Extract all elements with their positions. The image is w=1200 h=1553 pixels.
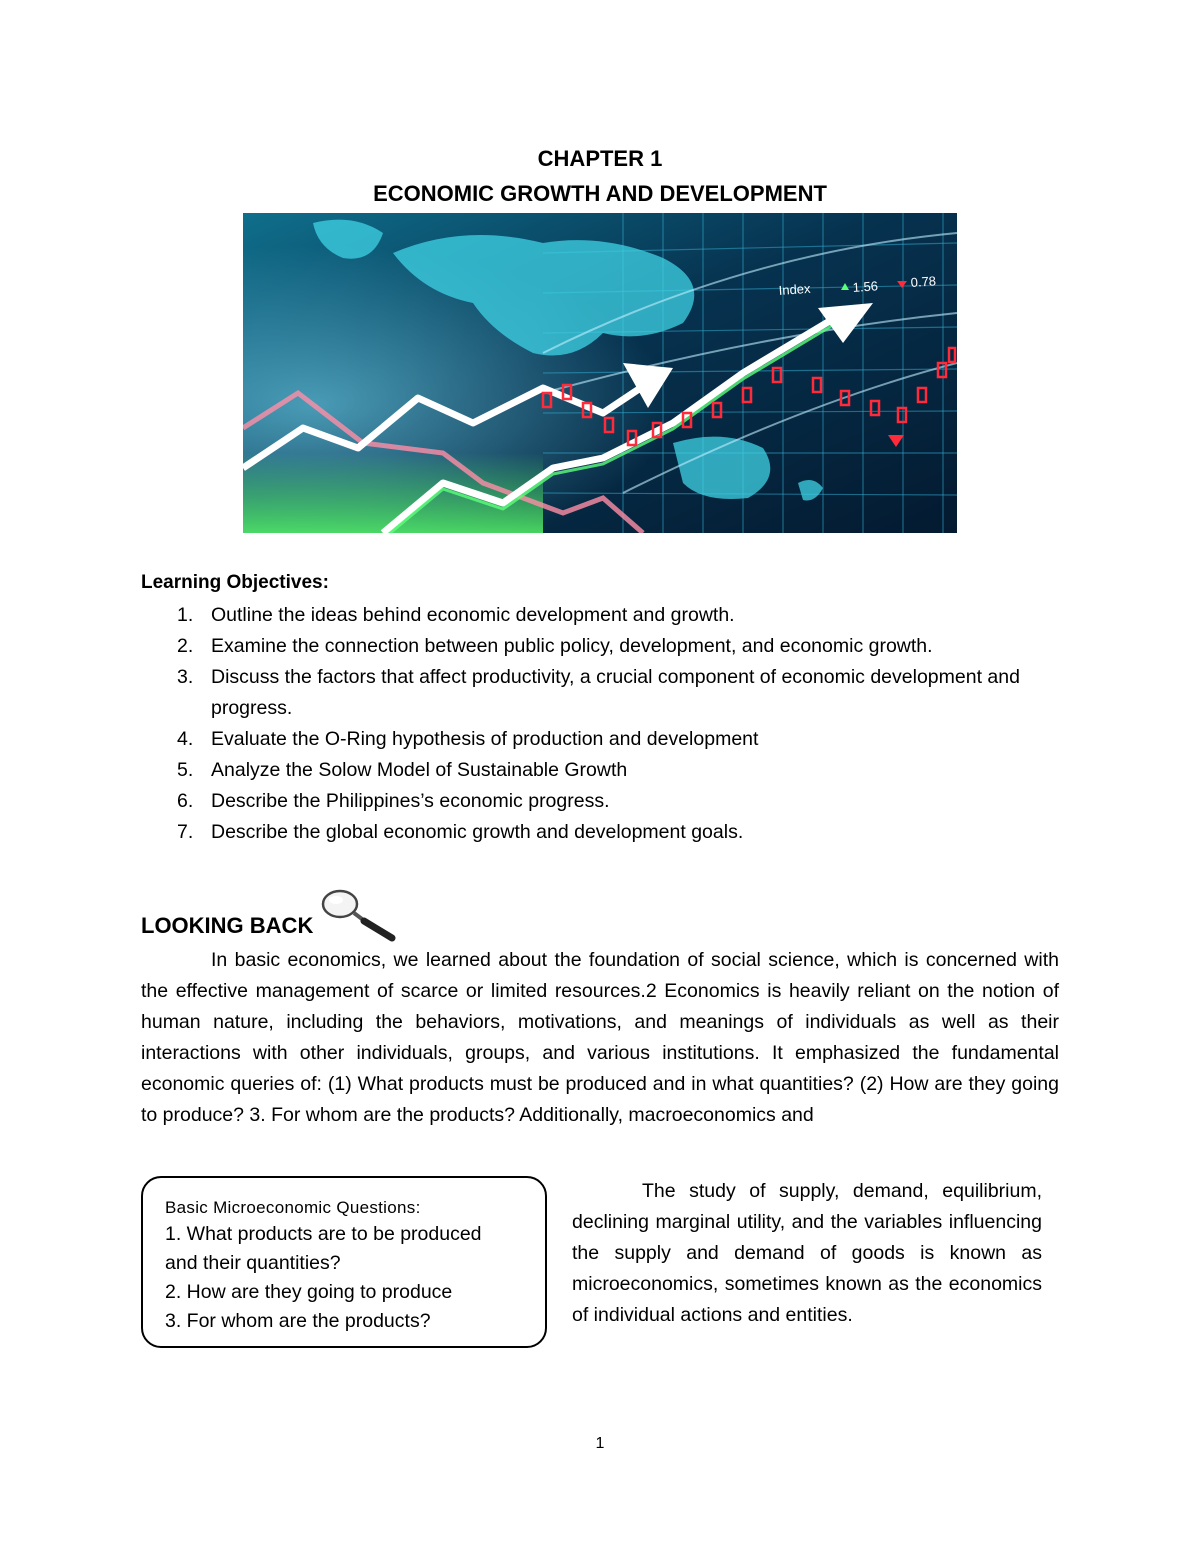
hero-index-down: 0.78 <box>910 273 937 290</box>
magnifying-glass-icon <box>314 886 396 942</box>
hero-index-label: Index <box>778 280 811 298</box>
box-line: 1. What products are to be produced <box>165 1223 482 1245</box>
objectives-list <box>141 600 1021 848</box>
chapter-title: ECONOMIC GROWTH AND DEVELOPMENT <box>373 181 827 206</box>
microeconomic-questions-box <box>141 1176 547 1348</box>
objective-item: 3. Discuss the factors that affect productivity, a crucial component of economic development and progress. <box>177 666 1020 719</box>
objective-item: 5. Analyze the Solow Model of Sustainable Growth <box>177 759 628 781</box>
objective-item: 6. Describe the Philippines’s economic progress. <box>177 790 610 812</box>
hero-index-up: 1.56 <box>852 278 879 295</box>
objective-item: 2. Examine the connection between public policy, development, and economic growth. <box>177 635 933 657</box>
looking-back-heading: LOOKING BACK <box>141 913 314 938</box>
hero-image-economic-chart <box>243 213 957 533</box>
box-line: 3. For whom are the products? <box>165 1310 431 1332</box>
page-number: 1 <box>595 1435 605 1452</box>
objective-item: 7. Describe the global economic growth and development goals. <box>177 821 744 843</box>
objectives-heading: Learning Objectives: <box>141 572 329 593</box>
microeconomics-paragraph: The study of supply, demand, equilibrium, declining marginal utility, and the variables influencing the supply and demand of goods is known as microeconomics, sometimes known as the economics of individual actions and entities. <box>572 1180 1042 1326</box>
objective-item: 1. Outline the ideas behind economic development and growth. <box>177 604 735 626</box>
objective-item: 4. Evaluate the O-Ring hypothesis of production and development <box>177 728 759 750</box>
box-line: 2. How are they going to produce <box>165 1281 453 1303</box>
box-title: Basic Microeconomic Questions: <box>165 1198 421 1217</box>
box-line: and their quantities? <box>165 1252 341 1274</box>
looking-back-paragraph: In basic economics, we learned about the foundation of social science, which is concerned with the effective management of scarce or limited resources.2 Economics is heavily reliant on the notion of human nature, including the behaviors, motivations, and meanings of individuals as well as their interactions with other individuals, groups, and various institutions. It emphasized the fundamental economic queries of: (1) What products must be produced and in what quantities? (2) How are they going to produce? 3. For whom are the products? Additionally, macroeconomics and <box>141 949 1059 1126</box>
chapter-label: CHAPTER 1 <box>537 146 663 171</box>
